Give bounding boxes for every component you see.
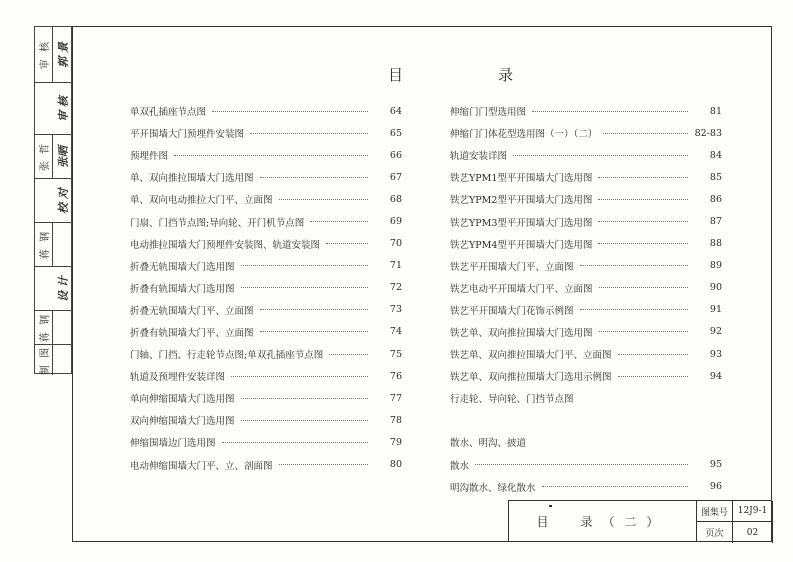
page-label: 页次: [697, 522, 733, 543]
atlas-label: 图集号: [697, 501, 733, 522]
sidebar-sign: [54, 135, 71, 178]
toc-entry-title: 单向伸缩围墙大门选用图: [130, 391, 237, 405]
toc-entry-page: 69: [389, 216, 402, 228]
sidebar-sign: [54, 267, 71, 310]
toc-entry: [450, 122, 722, 144]
toc-entry: [130, 210, 402, 232]
sidebar-sign: [54, 179, 71, 222]
leader-dots: [260, 331, 368, 332]
leader-dots: [599, 287, 688, 288]
toc-entry-page: 76: [389, 370, 402, 382]
leader-dots: [580, 309, 688, 310]
leader-dots: [532, 111, 688, 112]
leader-dots: [542, 486, 688, 487]
toc-entry-title: 预埋件图: [130, 148, 170, 162]
toc-entry-page: 71: [389, 260, 402, 272]
toc-entry-page: 94: [709, 370, 722, 382]
toc-entry-page: 65: [389, 127, 402, 139]
toc-entry-title: 散水、明沟、披道: [450, 435, 528, 449]
toc-entry: [130, 166, 402, 188]
toc-entry: [130, 387, 402, 409]
leader-dots: [618, 354, 688, 355]
toc-right-column: [450, 100, 722, 498]
toc-entry-title: 双向伸缩围墙大门选用图: [130, 413, 237, 427]
leader-dots: [513, 155, 688, 156]
toc-entry-title: 折叠有轨围墙大门选用图: [130, 281, 237, 295]
toc-entry-title: 单、双向推拉围墙大门选用图: [130, 170, 256, 184]
toc-entry-page: 88: [709, 238, 722, 250]
sidebar-cell: [35, 267, 71, 311]
toc-entry: [450, 299, 722, 321]
leader-dots: [260, 177, 368, 178]
toc-entry-title: 铁艺平开围墙大门花饰示例图: [450, 303, 576, 317]
leader-dots: [475, 464, 688, 465]
toc-entry-title: 铁艺YPM3型平开围墙大门选用图: [450, 215, 594, 229]
sidebar-sign-text: 校 对: [56, 187, 70, 214]
toc-entry: [130, 233, 402, 255]
toc-entry-title: 行走轮、导向轮、门挡节点图: [450, 391, 576, 405]
toc-entry: [450, 321, 722, 343]
toc-entry: [450, 343, 722, 365]
toc-entry-page: 95: [709, 459, 722, 471]
toc-entry-page: 85: [709, 171, 722, 183]
toc-entry-page: 75: [389, 348, 402, 360]
leader-dots: [279, 199, 368, 200]
leader-dots: [599, 331, 688, 332]
sidebar-label: [36, 135, 53, 178]
toc-entry-title: 明沟散水、绿化散水: [450, 480, 538, 494]
toc-entry: [130, 454, 402, 476]
toc-entry-page: 84: [709, 149, 722, 161]
toc-entry-page: 78: [389, 414, 402, 426]
leader-dots: [598, 177, 688, 178]
sidebar-sign-text: 郭 景: [56, 41, 70, 68]
sidebar-sign: [54, 27, 71, 82]
sidebar-label-text: 蒋 钢: [40, 312, 52, 343]
toc-entry: [450, 233, 722, 255]
toc-entry: [130, 100, 402, 122]
sidebar-sign: [54, 83, 71, 134]
sidebar-cell: [35, 179, 71, 223]
sidebar-label: [36, 311, 53, 344]
leader-dots: [603, 133, 688, 134]
sidebar-label: [36, 223, 53, 266]
sidebar-label: [36, 345, 53, 375]
sidebar-cell: [35, 311, 71, 345]
page-value: 02: [733, 522, 773, 543]
toc-entry: [130, 409, 402, 431]
toc-entry-title: 铁艺电动平开围墙大门平、立面图: [450, 281, 595, 295]
toc-entry-title: 铁艺平开围墙大门平、立面图: [450, 259, 576, 273]
toc-entry-title: 散水: [450, 458, 471, 472]
toc-entry: [450, 431, 722, 453]
toc-entry-page: 64: [389, 105, 402, 117]
leader-dots: [618, 376, 688, 377]
sidebar-label-text: 蒋 钢: [40, 229, 52, 260]
toc-entry-page: 66: [389, 149, 402, 161]
toc-entry-page: 67: [389, 171, 402, 183]
leader-dots: [326, 243, 368, 244]
leader-dots: [250, 133, 368, 134]
toc-entry: [450, 255, 722, 277]
leader-dots: [580, 265, 688, 266]
toc-entry-title: 单、双向电动推拉大门平、立面图: [130, 192, 275, 206]
toc-entry-title: 平开围墙大门预埋件安装图: [130, 126, 246, 140]
toc-entry-page: 74: [389, 326, 402, 338]
sidebar-cell: [35, 223, 71, 267]
leader-dots: [241, 420, 368, 421]
sidebar-cell: [35, 135, 71, 179]
toc-entry-page: 80: [389, 459, 402, 471]
toc-entry-title: 伸缩门门型选用图: [450, 104, 528, 118]
leader-dots: [212, 111, 368, 112]
toc-entry: [130, 431, 402, 453]
toc-entry-title: 铁艺YPM2型平开围墙大门选用图: [450, 192, 594, 206]
toc-entry: [130, 188, 402, 210]
toc-entry-title: 轨道及预埋件安装详图: [130, 369, 227, 383]
leader-dots: [241, 287, 368, 288]
sidebar-label-text: 制 图: [40, 345, 52, 375]
sidebar-cell: [35, 345, 71, 375]
title-block: [508, 500, 772, 542]
sidebar-sign-text: 审 核: [56, 95, 70, 122]
toc-entry: [450, 210, 722, 232]
toc-entry-page: 79: [389, 436, 402, 448]
toc-entry: [450, 144, 722, 166]
sidebar-cell: [35, 83, 71, 135]
sidebar-label-text: 审 核: [40, 39, 52, 70]
signature-sidebar: [34, 26, 72, 374]
toc-entry-title: 电动伸缩围墙大门平、立、剖面图: [130, 458, 275, 472]
toc-entry-page: 70: [389, 238, 402, 250]
toc-entry-page: 81: [709, 105, 722, 117]
toc-entry: [450, 277, 722, 299]
toc-entry-page: 89: [709, 260, 722, 272]
toc-entry-page: 91: [709, 304, 722, 316]
toc-entry: [450, 476, 722, 498]
leader-dots: [598, 221, 688, 222]
toc-entry: [130, 365, 402, 387]
toc-entry-title: 轨道安装详图: [450, 148, 509, 162]
toc-entry-page: 90: [709, 282, 722, 294]
toc-entry-title: 折叠无轨围墙大门选用图: [130, 259, 237, 273]
leader-dots: [598, 243, 688, 244]
toc-entry-title: 折叠有轨围墙大门平、立面图: [130, 325, 256, 339]
toc-entry: [450, 387, 722, 409]
leader-dots: [241, 398, 368, 399]
toc-entry-page: 96: [709, 481, 722, 493]
toc-entry: [130, 343, 402, 365]
toc-entry: [450, 100, 722, 122]
leader-dots: [260, 309, 368, 310]
toc-entry: [450, 409, 722, 431]
toc-entry: [130, 144, 402, 166]
page-title: 目 录: [388, 66, 554, 84]
toc-entry-title: 铁艺YPM4型平开围墙大门选用图: [450, 237, 594, 251]
toc-entry-title: 单双孔插座节点图: [130, 104, 208, 118]
toc-entry: [450, 166, 722, 188]
leader-dots: [174, 155, 368, 156]
toc-left-column: [130, 100, 402, 476]
toc-entry-title: 伸缩门门体花型选用图（一）（二）: [450, 126, 599, 140]
toc-entry: [130, 122, 402, 144]
leader-dots: [241, 265, 368, 266]
toc-entry-title: 伸缩围墙边门选用图: [130, 435, 218, 449]
toc-entry: [130, 255, 402, 277]
toc-entry-title: 铁艺YPM1型平开围墙大门选用图: [450, 170, 594, 184]
sidebar-sign-text: 张晒: [56, 145, 70, 168]
leader-dots: [310, 221, 368, 222]
leader-dots: [279, 464, 368, 465]
toc-entry: [450, 188, 722, 210]
toc-entry-title: 电动推拉围墙大门预埋件安装图、轨道安装图: [130, 237, 322, 251]
toc-entry: [450, 454, 722, 476]
toc-entry-page: 92: [709, 326, 722, 338]
leader-dots: [222, 442, 368, 443]
toc-entry: [130, 277, 402, 299]
atlas-value: 12J9-1: [733, 501, 773, 522]
toc-entry: [450, 365, 722, 387]
toc-entry-page: 77: [389, 392, 402, 404]
toc-entry-page: 68: [389, 193, 402, 205]
toc-entry-title: 铁艺单、双向推拉围墙大门选用图: [450, 325, 595, 339]
toc-entry-title: 铁艺单、双向推拉围墙大门平、立面图: [450, 347, 614, 361]
toc-entry-page: 86: [709, 193, 722, 205]
leader-dots: [598, 199, 688, 200]
toc-entry-page: 87: [709, 216, 722, 228]
sidebar-label: [36, 27, 53, 82]
toc-entry-page: 93: [709, 348, 722, 360]
toc-entry-page: 82-83: [694, 127, 722, 139]
sidebar-sign-text: 设 计: [56, 275, 70, 302]
toc-entry-title: 折叠无轨围墙大门平、立面图: [130, 303, 256, 317]
toc-entry-page: 73: [389, 304, 402, 316]
toc-entry-title: 铁艺单、双向推拉围墙大门选用示例图: [450, 369, 614, 383]
toc-entry: [130, 321, 402, 343]
sidebar-cell: [35, 27, 71, 83]
toc-entry-page: 72: [389, 282, 402, 294]
leader-dots: [329, 354, 368, 355]
sidebar-label-text: 张 哲: [40, 141, 52, 172]
leader-dots: [231, 376, 368, 377]
title-block-name: 目 录（二）: [509, 501, 697, 542]
toc-entry-title: 门轴、门挡、行走轮节点图;单双孔插座节点图: [130, 347, 325, 361]
toc-entry: [130, 299, 402, 321]
toc-entry-title: 门扇、门挡节点图;导向轮、开门机节点图: [130, 215, 306, 229]
